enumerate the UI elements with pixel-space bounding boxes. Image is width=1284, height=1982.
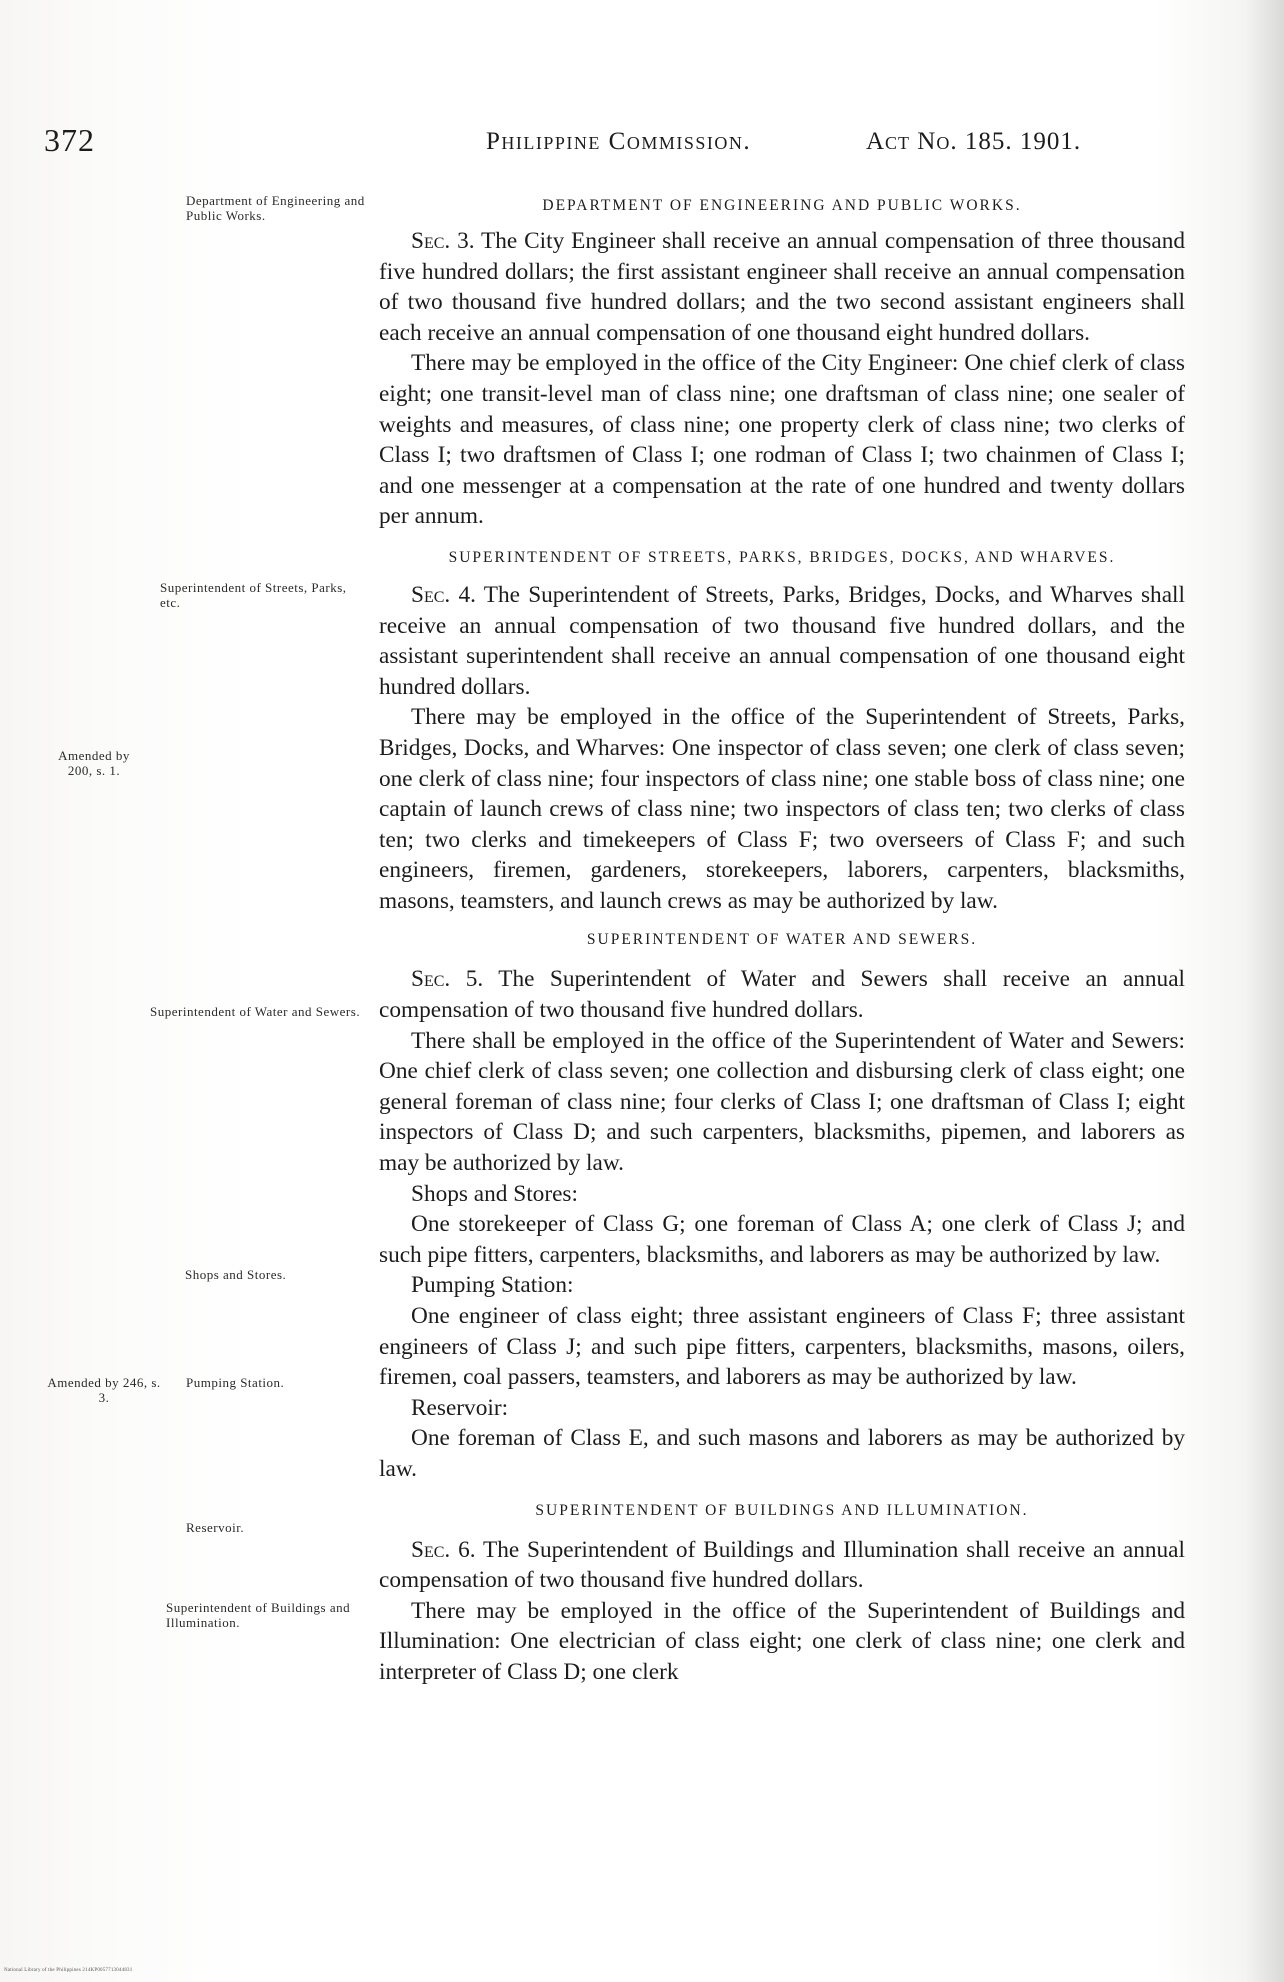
section-3-para-1: Sec. 3. The City Engineer shall receive an annual compensation of three thousand five hundred dollars; the first assistant engineer shall receive an annual compensation of two thousand five hundred dollars; and the two second assistant engineers shall each receive an annual compensation of one thousand eight hundred dollars. bbox=[379, 228, 1185, 346]
section-heading-streets: SUPERINTENDENT OF STREETS, PARKS, BRIDGES, DOCKS, AND WHARVES. bbox=[448, 548, 1116, 566]
margin-note-shops: Shops and Stores. bbox=[185, 1267, 287, 1282]
section-5-para-2: There shall be employed in the office of the Superintendent of Water and Sewers: One chief clerk of class seven; one collection and disbursing clerk of class eight; one general foreman of class nine; four clerks of Class I; one draftsman of Class I; eight inspectors of Class D; and such carpenters, blacksmiths, pipemen, and laborers as may be authorized by law. bbox=[379, 1027, 1185, 1177]
section-label: Sec. 5. bbox=[411, 966, 484, 993]
section-heading-water: SUPERINTENDENT OF WATER AND SEWERS. bbox=[586, 931, 978, 949]
shops-title: Shops and Stores: bbox=[411, 1180, 578, 1207]
margin-note-streets: Superintendent of Streets, Parks, etc. bbox=[160, 580, 347, 610]
margin-note-amended-200: Amended by 200, s. 1. bbox=[58, 748, 130, 778]
section-4-para-1: Sec. 4. The Superintendent of Streets, Parks, Bridges, Docks, and Wharves shall receive an annual compensation of two thousand five hundred dollars, and the assistant superintendent shall receive an annual compensation of one thousand eight hundred dollars. bbox=[379, 581, 1185, 700]
page-number: 372 bbox=[44, 122, 95, 158]
pumping-text: One engineer of class eight; three assistant engineers of Class F; three assistant engineers of Class J; and such pipe fitters, carpenters, blacksmiths, masons, oilers, firemen, coal passers, teamsters, and laborers as may be authorized by law. bbox=[379, 1303, 1185, 1391]
section-label: Sec. 3. bbox=[411, 228, 475, 254]
margin-note-pumping: Pumping Station. bbox=[186, 1375, 285, 1390]
shops-text: One storekeeper of Class G; one foreman of Class A; one clerk of Class J; and such pipe fitters, carpenters, blacksmiths, and laborers as may be authorized by law. bbox=[379, 1211, 1185, 1268]
section-heading-engineering: DEPARTMENT OF ENGINEERING AND PUBLIC WORKS. bbox=[542, 197, 1022, 214]
main-text bbox=[379, 190, 1185, 1688]
section-6-para-2: There may be employed in the office of the Superintendent of Buildings and Illumination: One electrician of class eight; one clerk of class nine; one clerk and interpreter of Class D; one clerk bbox=[379, 1597, 1185, 1685]
section-3-para-2: There may be employed in the office of the City Engineer: One chief clerk of class eight; one transit-level man of class nine; one draftsman of class nine; one sealer of weights and measures, of class nine; one property clerk of class nine; two clerks of Class I; two draftsmen of Class I; one rodman of Class I; two chainmen of Class I; and one messenger at a compensation at the rate of one hundred and twenty dollars per annum. bbox=[379, 350, 1185, 530]
running-title: Philippine Commission. bbox=[486, 128, 752, 155]
section-5-para-1: Sec. 5. The Superintendent of Water and Sewers shall receive an annual compensation of two thousand five hundred dollars. bbox=[379, 966, 1186, 1024]
section-4-para-2: There may be employed in the office of the Superintendent of Streets, Parks, Bridges, Docks, and Wharves: One inspector of class seven; one clerk of class seven; one clerk of class nine; four inspectors of class nine; one stable boss of class nine; one captain of launch crews of class nine; two inspectors of class ten; two clerks of class ten; two clerks and timekeepers of Class F; two overseers of Class F; and such engineers, firemen, gardeners, storekeepers, laborers, carpenters, blacksmiths, masons, teamsters, and launch crews as may be authorized by law. bbox=[379, 704, 1185, 914]
margin-note-amended-246: Amended by 246, s. 3. bbox=[47, 1375, 161, 1405]
pumping-title: Pumping Station: bbox=[411, 1272, 574, 1299]
act-number: Act No. 185. 1901. bbox=[866, 128, 1082, 155]
margin-note-water: Superintendent of Water and Sewers. bbox=[150, 1004, 361, 1019]
margin-note-buildings: Superintendent of Buildings and Illumination. bbox=[166, 1600, 351, 1630]
scan-credit: National Library of the Philippines 214KP0057713044831 bbox=[4, 1968, 133, 1973]
reservoir-title: Reservoir: bbox=[411, 1394, 509, 1421]
reservoir-text: One foreman of Class E, and such masons and laborers as may be authorized by law. bbox=[379, 1425, 1185, 1482]
margin-note-reservoir: Reservoir. bbox=[186, 1520, 245, 1535]
section-label: Sec. 6. bbox=[411, 1536, 476, 1563]
section-label: Sec. 4. bbox=[411, 581, 476, 608]
section-heading-buildings: SUPERINTENDENT OF BUILDINGS AND ILLUMINATION. bbox=[535, 1501, 1029, 1519]
section-6-para-1: Sec. 6. The Superintendent of Buildings and Illumination shall receive an annual compensation of two thousand five hundred dollars. bbox=[379, 1536, 1185, 1594]
margin-note-engineering: Department of Engineering and Public Works. bbox=[186, 193, 365, 223]
